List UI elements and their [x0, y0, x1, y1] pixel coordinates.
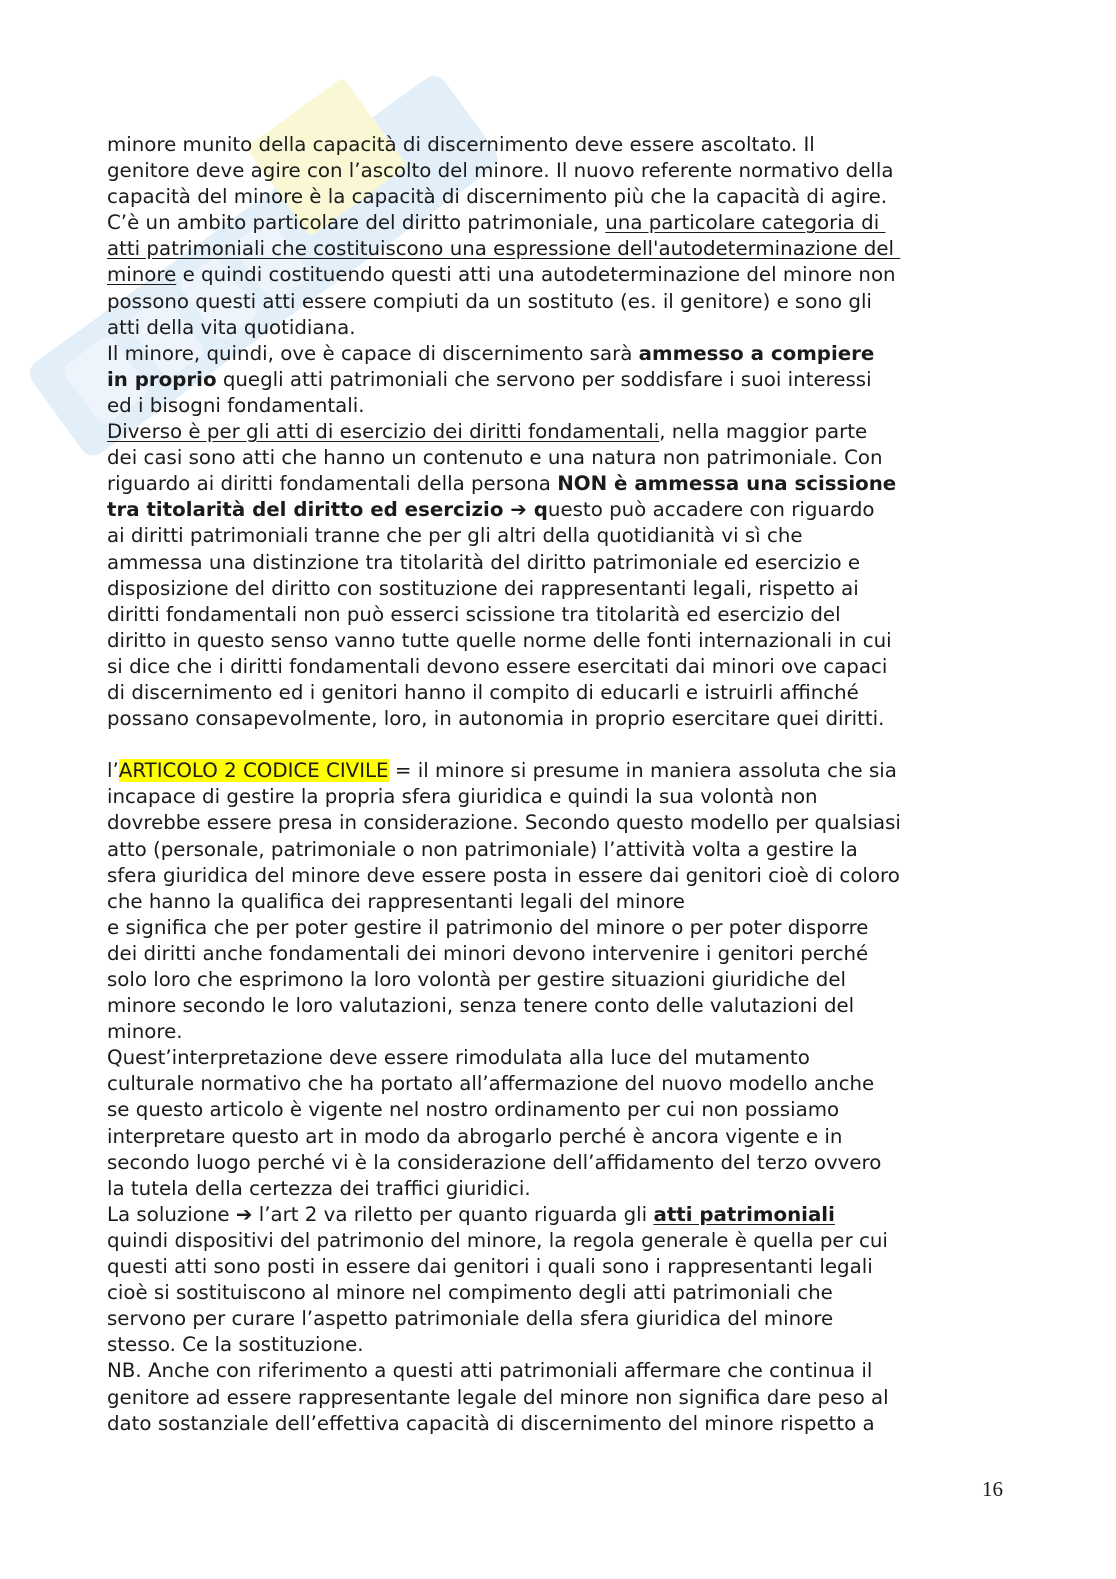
- text-line: [107, 236, 901, 262]
- text-line: [107, 837, 901, 863]
- text-segment: minore munito della capacità di discernimento deve essere ascoltato. Il: [107, 133, 815, 156]
- bold-text: ammesso a compiere: [638, 341, 875, 365]
- bold-text: NON è ammessa una scissione: [557, 472, 897, 496]
- text-segment: che hanno la qualifica dei rappresentanti legali del minore: [107, 889, 685, 913]
- text-segment: cioè si sostituiscono al minore nel compimento degli atti patrimoniali che: [107, 1281, 833, 1305]
- text-line: [107, 1045, 901, 1071]
- text-line: [107, 863, 901, 889]
- page-number: 16: [982, 1477, 1003, 1501]
- text-line: [107, 941, 901, 967]
- text-segment: = il minore si presume in maniera assoluta che sia: [388, 759, 897, 783]
- text-segment: minore secondo le loro valutazioni, senza tenere conto delle valutazioni del: [107, 994, 855, 1018]
- text-line: [107, 1071, 901, 1097]
- highlighted-text: ARTICOLO 2 CODICE CIVILE: [118, 759, 389, 783]
- text-line: [107, 158, 901, 184]
- blank-line: [107, 732, 901, 758]
- text-segment: di discernimento ed i genitori hanno il compito di educarli e istruirli affinché: [107, 680, 859, 704]
- text-line: [107, 367, 901, 393]
- text-line: [107, 393, 901, 419]
- text-segment: Quest’interpretazione deve essere rimodulata alla luce del mutamento: [107, 1046, 810, 1070]
- text-segment: capacità del minore è la capacità di discernimento più che la capacità di agire.: [107, 185, 888, 209]
- text-line: [107, 967, 901, 993]
- text-segment: uesto può accadere con riguardo: [547, 498, 875, 522]
- text-line: [107, 341, 901, 367]
- underlined-text: Diverso è per gli atti di esercizio dei diritti fondamentali: [107, 420, 660, 444]
- text-line: [107, 706, 901, 732]
- text-line: [107, 915, 901, 941]
- text-segment: ai diritti patrimoniali tranne che per gli altri della quotidianità vi sì che: [107, 524, 803, 548]
- text-line: [107, 419, 901, 445]
- text-line: [107, 1280, 901, 1306]
- text-line: [107, 1124, 901, 1150]
- text-line: [107, 1254, 901, 1280]
- text-segment: la tutela della certezza dei traffici giuridici.: [107, 1176, 531, 1200]
- text-line: [107, 1019, 901, 1045]
- text-line: [107, 184, 901, 210]
- text-line: [107, 1332, 901, 1358]
- text-line: [107, 132, 901, 158]
- text-line: [107, 602, 901, 628]
- text-segment: si dice che i diritti fondamentali devono essere esercitati dai minori ove capaci: [107, 654, 888, 678]
- text-segment: Il minore, quindi, ove è capace di discernimento sarà: [107, 341, 639, 365]
- underlined-text: atti patrimoniali che costituiscono una espressione dell'autodeterminazione del: [107, 237, 901, 261]
- text-line: [107, 1176, 901, 1202]
- text-segment: possano consapevolmente, loro, in autonomia in proprio esercitare quei diritti.: [107, 707, 885, 731]
- text-segment: ammessa una distinzione tra titolarità del diritto patrimoniale ed esercizio e: [107, 550, 861, 574]
- text-segment: stesso. Ce la sostituzione.: [107, 1333, 364, 1357]
- text-line: [107, 680, 901, 706]
- text-segment: e significa che per poter gestire il patrimonio del minore o per poter disporre: [107, 915, 869, 939]
- text-line: [107, 576, 901, 602]
- text-segment: , nella maggior parte: [659, 420, 868, 444]
- text-line: [107, 1228, 901, 1254]
- text-line: [107, 1306, 901, 1332]
- text-line: [107, 523, 901, 549]
- text-segment: possono questi atti essere compiuti da un sostituto (es. il genitore) e sono gli: [107, 289, 872, 313]
- text-line: [107, 1202, 901, 1228]
- text-line: [107, 628, 901, 654]
- text-line: [107, 1411, 901, 1437]
- text-segment: genitore deve agire con l’ascolto del minore. Il nuovo referente normativo della: [107, 159, 894, 183]
- text-segment: NB. Anche con riferimento a questi atti patrimoniali affermare che continua il: [107, 1359, 873, 1383]
- text-line: [107, 210, 901, 236]
- text-line: [107, 758, 901, 784]
- text-segment: quindi dispositivi del patrimonio del minore, la regola generale è quella per cui: [107, 1228, 888, 1252]
- text-segment: diritto in questo senso vanno tutte quelle norme delle fonti internazionali in cui: [107, 628, 892, 652]
- text-segment: dei casi sono atti che hanno un contenuto e una natura non patrimoniale. Con: [107, 446, 883, 470]
- text-line: [107, 471, 901, 497]
- text-segment: incapace di gestire la propria sfera giuridica e quindi la sua volontà non: [107, 785, 818, 809]
- text-segment: disposizione del diritto con sostituzione dei rappresentanti legali, rispetto ai: [107, 576, 859, 600]
- text-segment: genitore ad essere rappresentante legale del minore non significa dare peso al: [107, 1385, 889, 1409]
- text-line: [107, 993, 901, 1019]
- text-segment: atti della vita quotidiana.: [107, 315, 356, 339]
- text-segment: C’è un ambito particolare del diritto patrimoniale,: [107, 211, 606, 235]
- text-segment: dovrebbe essere presa in considerazione. Secondo questo modello per qualsiasi: [107, 811, 901, 835]
- text-segment: servono per curare l’aspetto patrimoniale della sfera giuridica del minore: [107, 1307, 834, 1331]
- text-segment: dei diritti anche fondamentali dei minori devono intervenire i genitori perché: [107, 941, 869, 965]
- text-line: [107, 315, 901, 341]
- text-segment: quegli atti patrimoniali che servono per soddisfare i suoi interessi: [216, 367, 872, 391]
- text-line: [107, 1097, 901, 1123]
- text-segment: dato sostanziale dell’effettiva capacità di discernimento del minore rispetto a: [107, 1411, 875, 1435]
- text-segment: interpretare questo art in modo da abrogarlo perché è ancora vigente e in: [107, 1124, 843, 1148]
- text-segment: riguardo ai diritti fondamentali della persona: [107, 472, 558, 496]
- text-line: [107, 784, 901, 810]
- bold-text: tra titolarità del diritto ed esercizio ➔ q: [107, 498, 548, 522]
- text-line: [107, 654, 901, 680]
- text-segment: solo loro che esprimono la loro volontà per gestire situazioni giuridiche del: [107, 968, 846, 991]
- text-segment: atto (personale, patrimoniale o non patrimoniale) l’attività volta a gestire la: [107, 837, 858, 861]
- text-segment: sfera giuridica del minore deve essere posta in essere dai genitori cioè di coloro: [107, 863, 900, 887]
- text-line: [107, 1150, 901, 1176]
- text-line: [107, 289, 901, 315]
- text-segment: minore.: [107, 1020, 183, 1044]
- text-line: [107, 1358, 901, 1384]
- bold-underlined-text: atti patrimoniali: [653, 1202, 835, 1226]
- text-line: [107, 550, 901, 576]
- text-segment: l’: [107, 759, 119, 783]
- text-line: [107, 445, 901, 471]
- text-segment: se questo articolo è vigente nel nostro ordinamento per cui non possiamo: [107, 1098, 840, 1122]
- text-line: [107, 497, 901, 523]
- text-line: [107, 1385, 901, 1411]
- text-segment: ed i bisogni fondamentali.: [107, 393, 365, 417]
- text-line: [107, 262, 901, 288]
- text-segment: La soluzione ➔ l’art 2 va riletto per quanto riguarda gli: [107, 1202, 654, 1226]
- text-line: [107, 889, 901, 915]
- text-segment: e quindi costituendo questi atti una autodeterminazione del minore non: [176, 263, 896, 287]
- text-segment: secondo luogo perché vi è la considerazione dell’affidamento del terzo ovvero: [107, 1150, 882, 1174]
- bold-text: in proprio: [107, 367, 217, 391]
- text-segment: diritti fondamentali non può esserci scissione tra titolarità ed esercizio del: [107, 602, 841, 626]
- underlined-text: minore: [107, 263, 177, 287]
- body-text: [107, 132, 901, 1437]
- text-segment: questi atti sono posti in essere dai genitori i quali sono i rappresentanti legali: [107, 1255, 873, 1279]
- text-segment: culturale normativo che ha portato all’affermazione del nuovo modello anche: [107, 1072, 875, 1096]
- text-line: [107, 810, 901, 836]
- underlined-text: una particolare categoria di: [605, 211, 886, 235]
